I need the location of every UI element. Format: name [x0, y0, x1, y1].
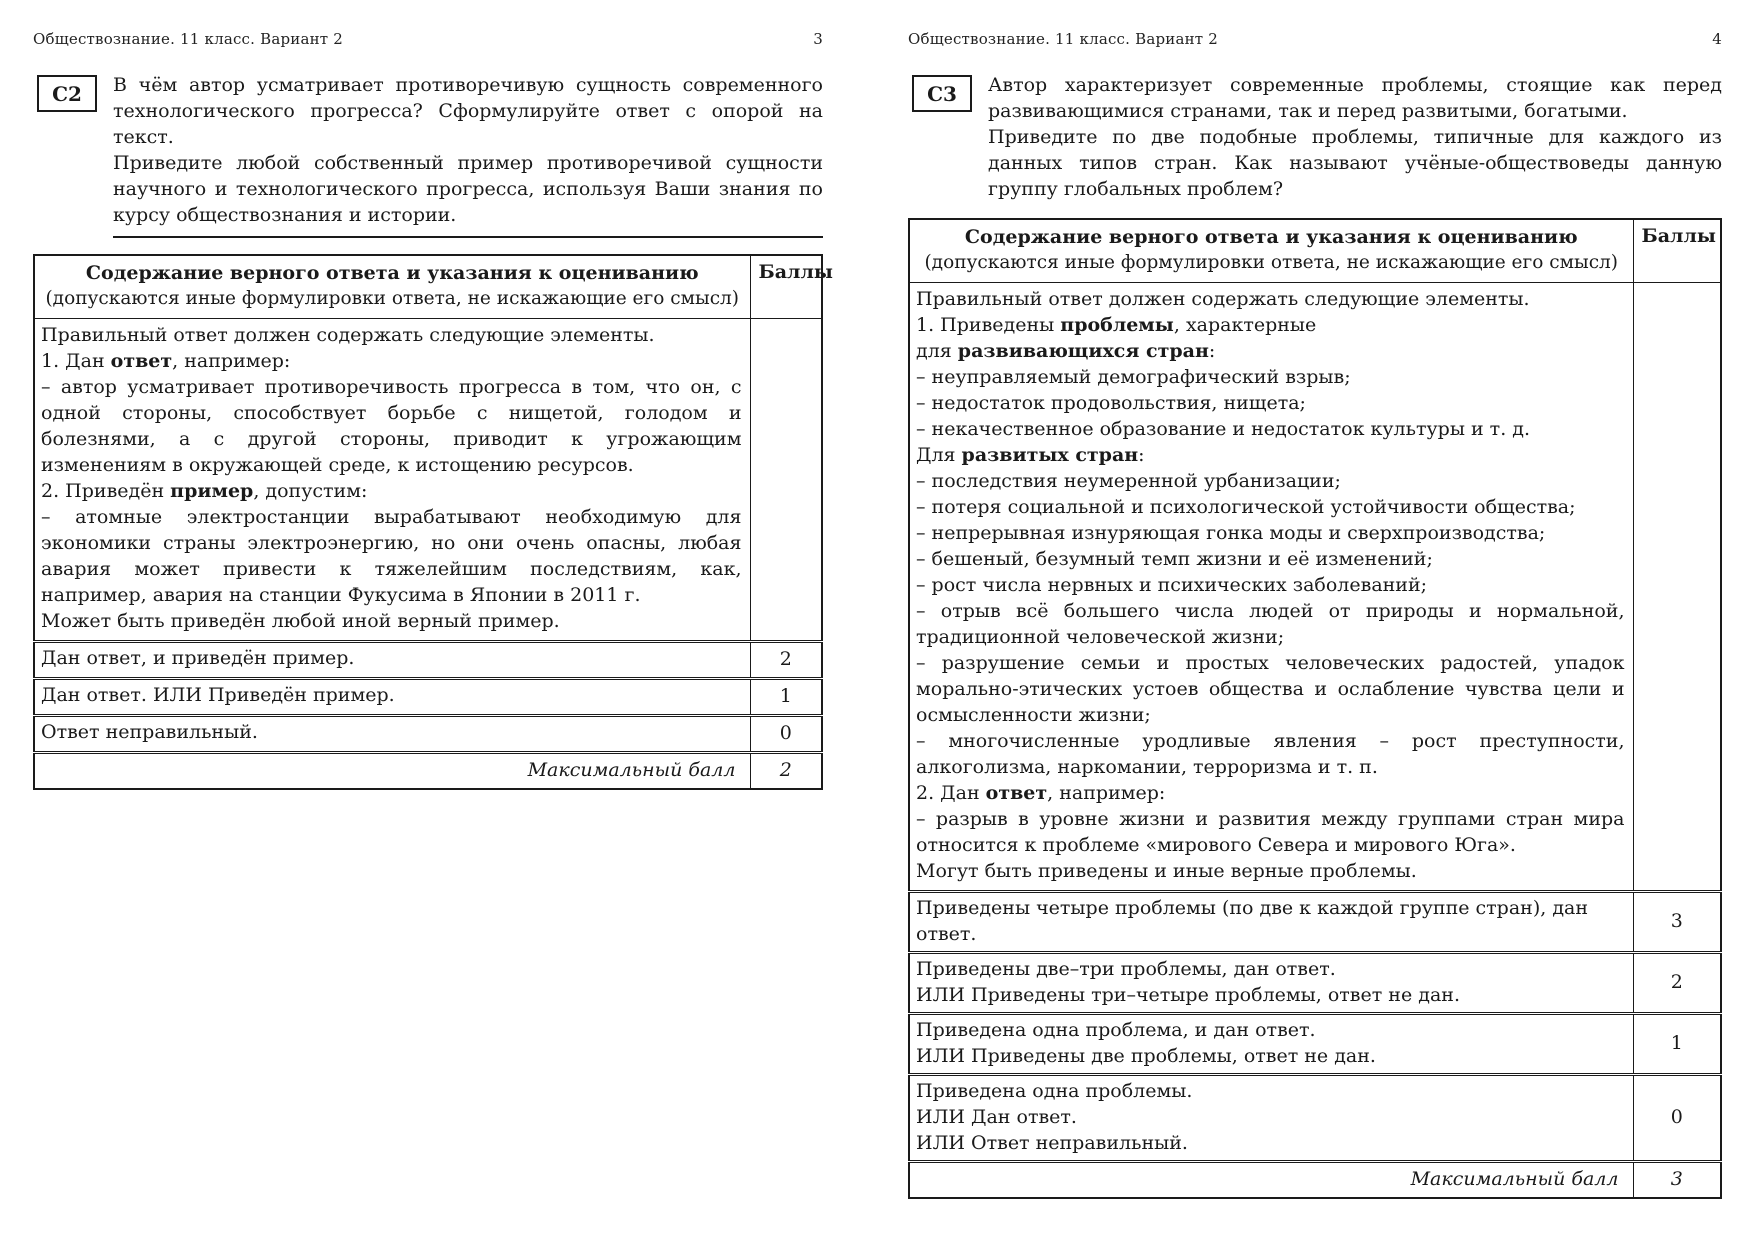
- max-score-value: 2: [750, 753, 822, 790]
- task-label: С2: [52, 81, 82, 106]
- paragraph: Автор характеризует современные проблемы, стоящие как перед развивающимися странами, так и перед развитыми, богатыми.: [988, 74, 1722, 122]
- page-header: [33, 30, 823, 48]
- table-header-subtitle: (допускаются иные формулировки ответа, не искажающие его смысл): [45, 288, 740, 309]
- score-value: 2: [1633, 953, 1721, 1014]
- paragraph: – непрерывная изнуряющая гонка моды и сверхпроизводства;: [916, 522, 1546, 544]
- score-row: [909, 892, 1721, 953]
- task-c2: [33, 72, 823, 238]
- max-score-row: [34, 753, 822, 790]
- score-value: 0: [750, 716, 822, 753]
- paragraph: – потеря социальной и психологической устойчивости общества;: [916, 496, 1576, 518]
- scoring-table-c3: [908, 218, 1722, 1199]
- answer-content-cell: [34, 319, 750, 642]
- page-number: 4: [1712, 30, 1722, 48]
- score-row: [34, 679, 822, 716]
- content-column-header: [34, 255, 750, 319]
- score-criterion: Приведены четыре проблемы (по две к каждой группе стран), дан ответ.: [909, 892, 1633, 953]
- running-title: Обществознание. 11 класс. Вариант 2: [908, 30, 1219, 48]
- paragraph: Приведите любой собственный пример противоречивой сущности научного и технологического прогресса, используя Ваши знания по курсу обществознания и истории.: [113, 152, 823, 226]
- score-column-header: Баллы: [750, 255, 822, 319]
- content-score-cell-empty: [1633, 283, 1721, 892]
- score-criterion: Приведена одна проблема, и дан ответ. ИЛИ Приведены две проблемы, ответ не дан.: [909, 1014, 1633, 1075]
- score-criterion: Дан ответ. ИЛИ Приведён пример.: [34, 679, 750, 716]
- content-score-cell-empty: [750, 319, 822, 642]
- task-c3: [908, 72, 1722, 202]
- paragraph: Правильный ответ должен содержать следующие элементы.: [916, 288, 1530, 310]
- table-header-title: Содержание верного ответа и указания к оцениванию: [85, 262, 699, 284]
- task-label: С3: [927, 81, 957, 106]
- score-value: 3: [1633, 892, 1721, 953]
- scoring-table-c2: [33, 254, 833, 790]
- table-header-title: Содержание верного ответа и указания к оцениванию: [964, 226, 1578, 248]
- paragraph: – многочисленные уродливые явления – рост преступности, алкоголизма, наркомании, терроризма и т. п.: [916, 730, 1625, 778]
- paragraph: 2. Приведён пример, допустим:: [41, 480, 368, 502]
- paragraph: – недостаток продовольствия, нищета;: [916, 392, 1306, 414]
- score-criterion: Приведены две–три проблемы, дан ответ. ИЛИ Приведены три–четыре проблемы, ответ не дан.: [909, 953, 1633, 1014]
- max-score-row: [909, 1162, 1721, 1199]
- score-column-header: Баллы: [1633, 219, 1721, 283]
- task-label-box: [37, 75, 97, 112]
- running-title: Обществознание. 11 класс. Вариант 2: [33, 30, 344, 48]
- score-row: [909, 1075, 1721, 1162]
- page-4: [877, 0, 1754, 1239]
- score-value: 0: [1633, 1075, 1721, 1162]
- paragraph: – автор усматривает противоречивость прогресса в том, что он, с одной стороны, способствует борьбе с нищетой, голодом и болезнями, а с другой стороны, приводит к угрожающим изменениям в окружающей среде, к истощению ресурсов.: [41, 376, 742, 476]
- paragraph: – разрыв в уровне жизни и развития между группами стран мира относится к проблеме «мирового Севера и мирового Юга».: [916, 808, 1625, 856]
- answer-content-row: [34, 319, 822, 642]
- task-text: [988, 72, 1722, 202]
- paragraph: – последствия неумеренной урбанизации;: [916, 470, 1341, 492]
- table-header-row: [909, 219, 1721, 283]
- paragraph: 2. Дан ответ, например:: [916, 782, 1166, 804]
- paragraph: – отрыв всё большего числа людей от природы и нормальной, традиционной человеческой жизни;: [916, 600, 1625, 648]
- task-label-box: [912, 75, 972, 112]
- page-header: [908, 30, 1722, 48]
- paragraph: 1. Дан ответ, например:: [41, 350, 291, 372]
- score-row: [909, 953, 1721, 1014]
- max-score-label: Максимальный балл: [909, 1162, 1633, 1199]
- score-row: [34, 642, 822, 679]
- paragraph: Для развитых стран:: [916, 444, 1145, 466]
- answer-content-row: [909, 283, 1721, 892]
- task-text: [113, 72, 823, 238]
- content-column-header: [909, 219, 1633, 283]
- page-number: 3: [813, 30, 823, 48]
- max-score-value: 3: [1633, 1162, 1721, 1199]
- paragraph: Правильный ответ должен содержать следующие элементы.: [41, 324, 655, 346]
- paragraph: – разрушение семьи и простых человеческих радостей, упадок морально-этических устоев общества и ослабление чувства цели и осмысленности жизни;: [916, 652, 1625, 726]
- paragraph: для развивающихся стран:: [916, 340, 1216, 362]
- score-row: [34, 716, 822, 753]
- table-header-subtitle: (допускаются иные формулировки ответа, не искажающие его смысл): [924, 252, 1619, 273]
- score-value: 1: [750, 679, 822, 716]
- answer-content-cell: [909, 283, 1633, 892]
- paragraph: – рост числа нервных и психических заболеваний;: [916, 574, 1428, 596]
- score-criterion: Приведена одна проблемы. ИЛИ Дан ответ. ИЛИ Ответ неправильный.: [909, 1075, 1633, 1162]
- paragraph: – бешеный, безумный темп жизни и её изменений;: [916, 548, 1433, 570]
- paragraph: – атомные электростанции вырабатывают необходимую для экономики страны электроэнергию, но они очень опасны, любая авария может привести к тяжелейшим последствиям, как, например, авария на станции Фукусима в Японии в 2011 г.: [41, 506, 742, 606]
- table-header-row: [34, 255, 822, 319]
- score-criterion: Ответ неправильный.: [34, 716, 750, 753]
- paragraph: Могут быть приведены и иные верные проблемы.: [916, 860, 1417, 882]
- score-value: 1: [1633, 1014, 1721, 1075]
- paragraph: В чём автор усматривает противоречивую сущность современного технологического прогресса? Сформулируйте ответ с опорой на текст.: [113, 74, 823, 148]
- paragraph: – некачественное образование и недостаток культуры и т. д.: [916, 418, 1531, 440]
- paragraph: 1. Приведены проблемы, характерные: [916, 314, 1317, 336]
- paragraph: Приведите по две подобные проблемы, типичные для каждого из данных типов стран. Как называют учёные-обществоведы данную группу глобальных проблем?: [988, 126, 1722, 200]
- paragraph: – неуправляемый демографический взрыв;: [916, 366, 1351, 388]
- score-row: [909, 1014, 1721, 1075]
- score-criterion: Дан ответ, и приведён пример.: [34, 642, 750, 679]
- paragraph: Может быть приведён любой иной верный пример.: [41, 610, 560, 632]
- max-score-label: Максимальный балл: [34, 753, 750, 790]
- score-value: 2: [750, 642, 822, 679]
